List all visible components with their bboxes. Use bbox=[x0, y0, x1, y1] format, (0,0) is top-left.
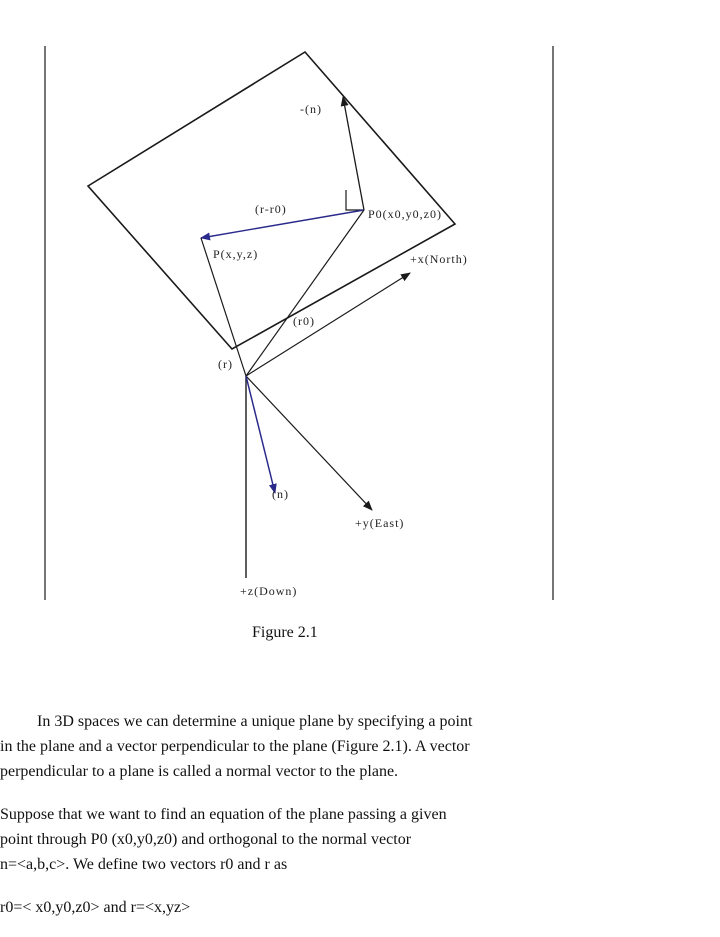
paragraph-3-line-1: r0=< x0,y0,z0> and r=<x,yz> bbox=[0, 899, 191, 916]
plane-rectangle bbox=[88, 52, 455, 349]
paragraph-1-line-3: perpendicular to a plane is called a normal vector to the plane. bbox=[0, 763, 399, 780]
x-axis-arrow bbox=[246, 273, 410, 376]
figure-caption: Figure 2.1 bbox=[252, 624, 318, 641]
label-y-east: +y(East) bbox=[355, 516, 405, 530]
label-r0: (r0) bbox=[293, 314, 315, 328]
paragraph-1-line-1: In 3D spaces we can determine a unique plane by specifying a point bbox=[37, 713, 473, 730]
r0-vector-line bbox=[246, 210, 364, 376]
normal-vector-arrow bbox=[246, 376, 275, 493]
label-x-north: +x(North) bbox=[410, 252, 468, 266]
label-neg-n: -(n) bbox=[300, 102, 322, 116]
label-n: (n) bbox=[272, 487, 289, 501]
y-axis-arrow bbox=[246, 376, 372, 510]
paragraph-3 bbox=[0, 895, 720, 920]
paragraph-1 bbox=[0, 709, 720, 784]
label-r-minus-r0: (r-r0) bbox=[255, 202, 287, 216]
paragraph-1-line-2: in the plane and a vector perpendicular to the plane (Figure 2.1). A vector bbox=[0, 738, 470, 755]
paragraph-2-line-1: Suppose that we want to find an equation of the plane passing a given bbox=[0, 806, 447, 823]
label-z-down: +z(Down) bbox=[240, 584, 298, 598]
paragraph-2 bbox=[0, 802, 720, 877]
paragraph-2-line-3: n=<a,b,c>. We define two vectors r0 and r as bbox=[0, 856, 288, 873]
label-r: (r) bbox=[218, 357, 233, 371]
paragraph-2-line-2: point through P0 (x0,y0,z0) and orthogonal to the normal vector bbox=[0, 831, 412, 848]
label-p0: P0(x0,y0,z0) bbox=[368, 207, 442, 221]
label-p: P(x,y,z) bbox=[213, 247, 259, 261]
